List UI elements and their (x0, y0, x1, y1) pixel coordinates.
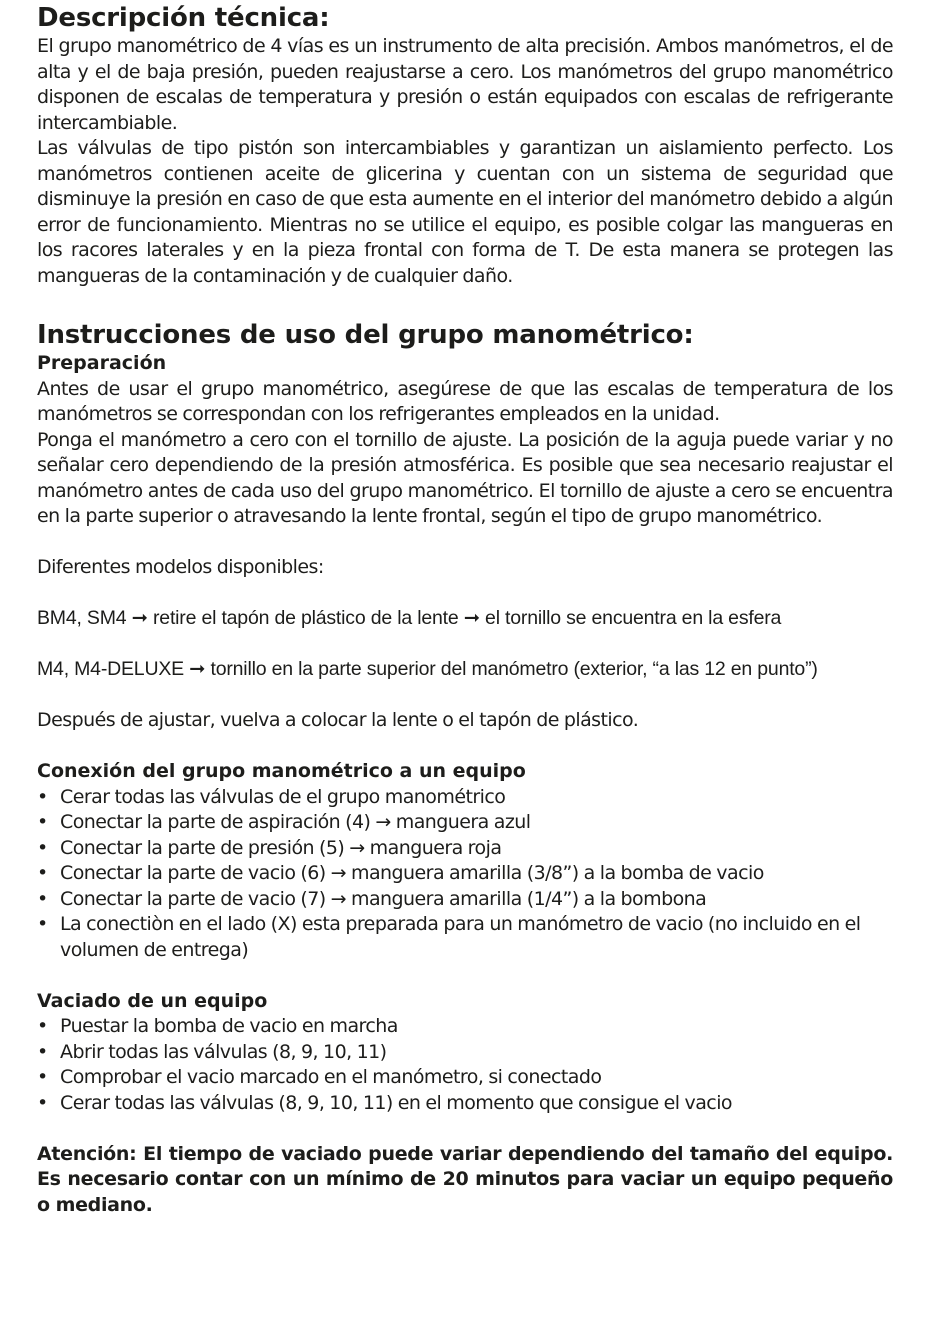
list-item: • Abrir todas las válvulas (8, 9, 10, 11) (37, 1040, 893, 1066)
list-item: • Conectar la parte de presión (5) → manguera roja (37, 836, 893, 862)
conexion-list (37, 785, 893, 964)
modelo-m4-deluxe: M4, M4-DELUXE ➞ tornillo en la parte superior del manómetro (exterior, “a las 12 en punto”) (37, 658, 818, 680)
bullet-icon: • (37, 811, 48, 833)
bullet-icon: • (37, 1091, 48, 1114)
warning-atencion: Atención: El tiempo de vaciado puede variar dependiendo del tamaño del equipo. Es necesario contar con un mínimo de 20 minutos para vaciar un equipo pequeño o mediano. (37, 1142, 893, 1216)
descripcion-paragraph-2: Las válvulas de tipo pistón son intercambiables y garantizan un aislamiento perfecto. Los manómetros contienen aceite de glicerina y cuentan con un sistema de seguridad que disminuye la presión en caso de que esta aumente en el interior del manómetro debido a algún error de funcionamiento. Mientras no se utilice el equipo, es posible colgar las mangueras en los racores laterales y en la pieza frontal con forma de T. De esta manera se protegen las mangueras de la contaminación y de cualquier daño. (37, 137, 893, 287)
heading-vaciado: Vaciado de un equipo (37, 989, 268, 1012)
bullet-icon: • (37, 836, 48, 859)
bullet-icon: • (37, 887, 48, 910)
list-item: • Comprobar el vacio marcado en el manómetro, si conectado (37, 1065, 893, 1091)
list-item: • Conectar la parte de aspiración (4) → manguera azul (37, 810, 893, 836)
modelos-intro: Diferentes modelos disponibles: (37, 556, 324, 578)
modelo-bm4-sm4: BM4, SM4 ➞ retire el tapón de plástico de la lente ➞ el tornillo se encuentra en la esfera (37, 607, 782, 629)
heading-conexion: Conexión del grupo manométrico a un equipo (37, 760, 526, 782)
bullet-icon: • (37, 862, 48, 884)
despues-ajustar: Después de ajustar, vuelva a colocar la lente o el tapón de plástico. (37, 709, 639, 731)
preparacion-paragraph-2: Ponga el manómetro a cero con el tornillo de ajuste. La posición de la aguja puede variar y no señalar cero dependiendo de la presión atmosférica. Es posible que sea necesario reajustar el manómetro antes de cada uso del grupo manométrico. El tornillo de ajuste a cero se encuentra en la parte superior o atravesando la lente frontal, según el tipo de grupo manométrico. (37, 428, 893, 527)
preparacion-paragraph-1: Antes de usar el grupo manométrico, asegúrese de que las escalas de temperatura de los manómetros se correspondan con los refrigerantes empleados en la unidad. (37, 377, 893, 425)
list-item: • Conectar la parte de vacio (6) → manguera amarilla (3/8”) a la bomba de vacio (37, 861, 893, 887)
section-title-descripcion: Descripción técnica: (37, 3, 330, 33)
document-page (37, 2, 893, 1218)
bullet-icon: • (37, 1066, 48, 1088)
bullet-icon: • (37, 1015, 48, 1037)
list-item: • Puestar la bomba de vacio en marcha (37, 1014, 893, 1040)
list-item: • Cerar todas las válvulas de el grupo manométrico (37, 785, 893, 811)
bullet-icon: • (37, 1040, 48, 1063)
bullet-icon: • (37, 785, 48, 808)
heading-preparacion: Preparación (37, 352, 167, 374)
bullet-icon: • (37, 913, 48, 935)
list-item: • Cerar todas las válvulas (8, 9, 10, 11) en el momento que consigue el vacio (37, 1091, 893, 1117)
vaciado-list (37, 1014, 893, 1116)
descripcion-paragraph-1: El grupo manométrico de 4 vías es un instrumento de alta precisión. Ambos manómetros, el de alta y el de baja presión, pueden reajustarse a cero. Los manómetros del grupo manométrico disponen de escalas de temperatura y presión o están equipados con escalas de refrigerante intercambiable. (37, 35, 893, 134)
list-item: • La conectiòn en el lado (X) esta preparada para un manómetro de vacio (no incluido en el volumen de entrega) (37, 913, 861, 961)
list-item: • Conectar la parte de vacio (7) → manguera amarilla (1/4”) a la bombona (37, 887, 893, 913)
section-title-instrucciones: Instrucciones de uso del grupo manométrico: (37, 320, 694, 350)
